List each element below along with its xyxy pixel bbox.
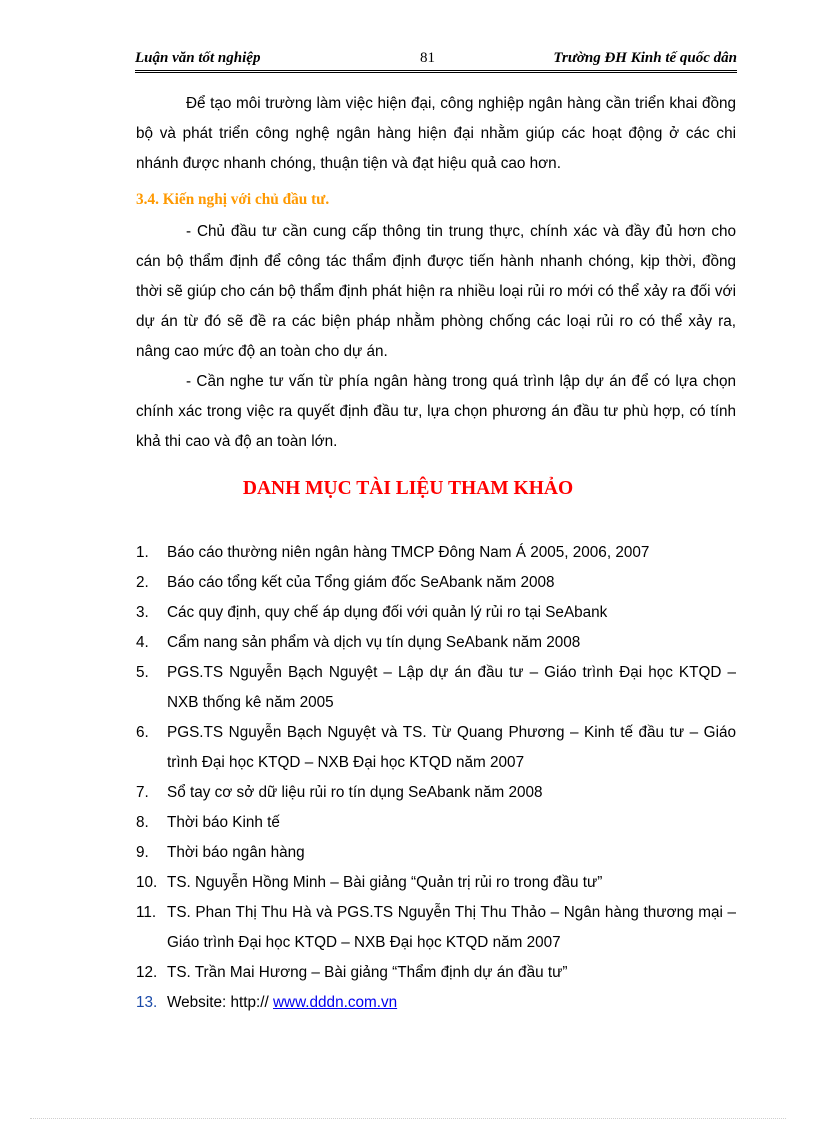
header-thesis-label: Luận văn tốt nghiệp	[135, 50, 261, 66]
reference-number: 11.	[136, 904, 157, 921]
reference-number: 10.	[136, 874, 158, 891]
reference-text: PGS.TS Nguyễn Bạch Nguyệt – Lập dự án đầu tư – Giáo trình Đại học KTQD – NXB thống kê năm 2005	[167, 664, 736, 711]
reference-item	[136, 958, 736, 988]
reference-item	[136, 568, 736, 598]
reference-number: 6.	[136, 724, 149, 741]
section-heading: 3.4. Kiến nghị với chủ đầu tư.	[136, 191, 330, 208]
page-number: 81	[420, 50, 435, 66]
page-header	[135, 46, 737, 73]
reference-number: 7.	[136, 784, 149, 801]
references-list	[136, 538, 736, 1018]
reference-item	[136, 868, 736, 898]
reference-text: Báo cáo tổng kết của Tổng giám đốc SeAbank năm 2008	[167, 574, 555, 591]
reference-item	[136, 778, 736, 808]
reference-number: 5.	[136, 664, 149, 681]
reference-number: 2.	[136, 574, 149, 591]
reference-number: 4.	[136, 634, 149, 651]
recommendation-paragraph-1: - Chủ đầu tư cần cung cấp thông tin trung thực, chính xác và đầy đủ hơn cho cán bộ thẩm định để công tác thẩm định được tiến hành nhanh chóng, kịp thời, đồng thời sẽ giúp cho cán bộ thẩm định phát hiện ra nhiều loại rủi ro mới có thể xảy ra đối với dự án từ đó sẽ đề ra các biện pháp nhằm phòng chống các loại rủi ro có thể xảy ra, nâng cao mức độ an toàn cho dự án.	[136, 223, 736, 360]
reference-item	[136, 718, 736, 778]
reference-text: Sổ tay cơ sở dữ liệu rủi ro tín dụng SeAbank năm 2008	[167, 784, 543, 801]
reference-item	[136, 538, 736, 568]
reference-item	[136, 898, 736, 958]
reference-item	[136, 808, 736, 838]
header-university: Trường ĐH Kinh tế quốc dân	[553, 50, 737, 66]
reference-text: Báo cáo thường niên ngân hàng TMCP Đông Nam Á 2005, 2006, 2007	[167, 544, 650, 561]
reference-item	[136, 658, 736, 718]
reference-number: 12.	[136, 964, 158, 981]
reference-text: Thời báo Kinh tế	[167, 814, 280, 831]
reference-item	[136, 838, 736, 868]
references-title: DANH MỤC TÀI LIỆU THAM KHẢO	[242, 478, 574, 499]
reference-number: 1.	[136, 544, 149, 561]
website-link[interactable]: www.dddn.com.vn	[273, 994, 398, 1011]
reference-item	[136, 598, 736, 628]
website-prefix: Website: http://	[167, 994, 273, 1011]
reference-text: Thời báo ngân hàng	[167, 844, 305, 861]
intro-paragraph: Để tạo môi trường làm việc hiện đại, công nghiệp ngân hàng cần triển khai đồng bộ và phát triển công nghệ ngân hàng hiện đại nhằm giúp các hoạt động ở các chi nhánh được nhanh chóng, thuận tiện và đạt hiệu quả cao hơn.	[136, 95, 736, 172]
reference-number: 13.	[136, 994, 158, 1011]
reference-text: TS. Phan Thị Thu Hà và PGS.TS Nguyễn Thị Thu Thảo – Ngân hàng thương mại – Giáo trình Đại học KTQD – NXB Đại học KTQD năm 2007	[167, 904, 736, 951]
page-bottom-border	[30, 1118, 786, 1119]
reference-text: PGS.TS Nguyễn Bạch Nguyệt và TS. Từ Quang Phương – Kinh tế đầu tư – Giáo trình Đại học KTQD – NXB Đại học KTQD năm 2007	[167, 724, 736, 771]
reference-number: 9.	[136, 844, 149, 861]
reference-text: TS. Trần Mai Hương – Bài giảng “Thẩm định dự án đầu tư”	[167, 964, 568, 981]
reference-number: 8.	[136, 814, 149, 831]
reference-number: 3.	[136, 604, 149, 621]
reference-text: Các quy định, quy chế áp dụng đối với quản lý rủi ro tại SeAbank	[167, 604, 608, 621]
recommendation-paragraph-2: - Cần nghe tư vấn từ phía ngân hàng trong quá trình lập dự án để có lựa chọn chính xác trong việc ra quyết định đầu tư, lựa chọn phương án đầu tư phù hợp, có tính khả thi cao và độ an toàn lớn.	[136, 373, 736, 450]
reference-item-website	[136, 988, 736, 1018]
reference-item	[136, 628, 736, 658]
reference-text: Cẩm nang sản phẩm và dịch vụ tín dụng SeAbank năm 2008	[167, 634, 581, 651]
reference-text: TS. Nguyễn Hồng Minh – Bài giảng “Quản trị rủi ro trong đầu tư”	[167, 874, 603, 891]
